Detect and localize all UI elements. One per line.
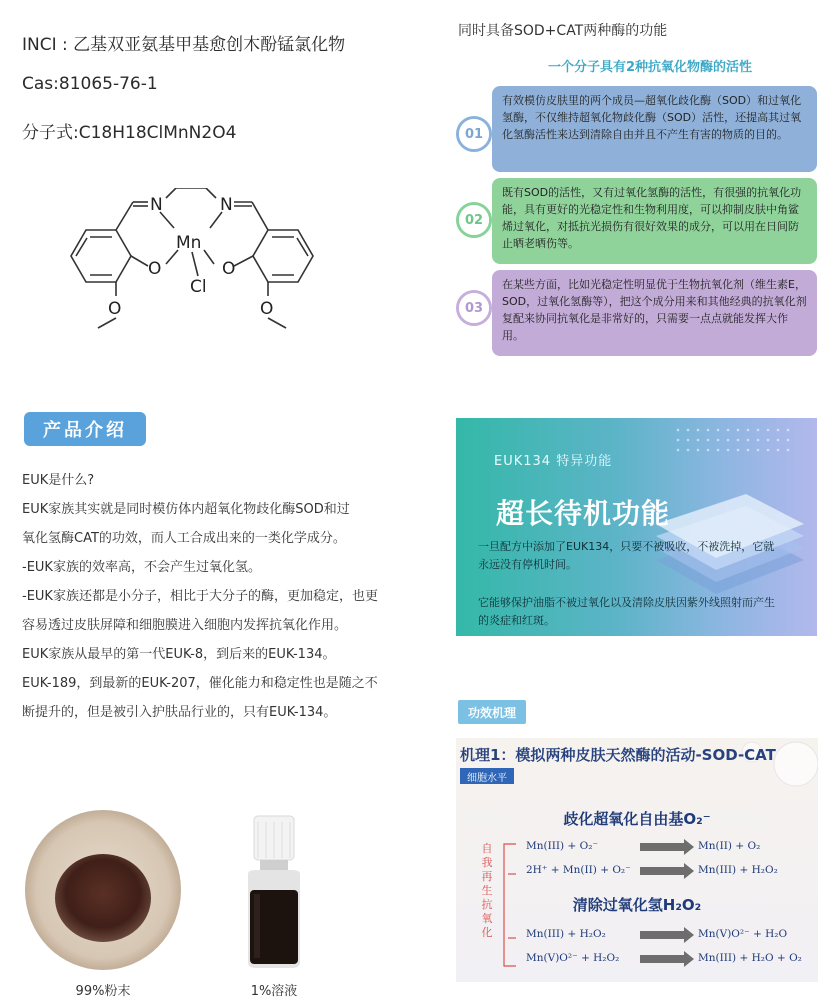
card-number: 01 [459,119,489,149]
mechanism-level-badge: 细胞水平 [460,768,514,784]
mechanism-tag: 功效机理 [458,700,526,724]
dot-pattern-decoration [672,424,812,464]
atom-o-left: O [148,259,162,279]
reaction-arrow [640,867,684,875]
atom-cl: Cl [190,277,207,297]
intro-line: EUK-189，到最新的EUK-207，催化能力和稳定性也是随之不 [22,676,378,691]
molecule-structure [38,188,358,338]
mechanism-heading-superoxide: 歧化超氧化自由基O₂⁻ [563,810,711,828]
intro-line: 氧化氢酶CAT的功效，而人工合成出来的一类化学成分。 [22,531,346,546]
intro-line: EUK家族从最早的第一代EUK-8，到后来的EUK-134。 [22,647,336,662]
solution-bottle-photo [226,812,322,970]
atom-o-methoxy-left: O [108,299,122,319]
euk134-banner [456,418,817,636]
inci-text: INCI : 乙基双亚氨基甲基愈创木酚锰氯化物 [22,35,346,55]
solution-label: 1%溶液 [250,984,298,999]
intro-line: 断提升的，但是被引入护肤品行业的，只有EUK-134。 [22,705,337,720]
equation-left: Mn(III) + H₂O₂ [526,928,606,940]
equation-left: Mn(V)O²⁻ + H₂O₂ [526,952,620,964]
card-number: 02 [459,205,489,235]
banner-tag: EUK134 特异功能 [494,454,613,469]
reaction-arrow [640,843,684,851]
molecular-formula: 分子式:C18H18ClMnN2O4 [22,123,237,143]
equation-right: Mn(V)O²⁻ + H₂O [698,928,788,940]
intro-line: 容易透过皮肤屏障和细胞膜进入细胞内发挥抗氧化作用。 [22,618,348,633]
intro-line: EUK是什么? [22,473,95,488]
intro-line: EUK家族其实就是同时模仿体内超氧化物歧化酶SOD和过 [22,502,350,517]
atom-mn: Mn [176,233,202,253]
card-number: 03 [459,293,489,323]
mechanism-heading-peroxide: 清除过氧化氢H₂O₂ [572,896,702,914]
intro-line: -EUK家族的效率高，不会产生过氧化氢。 [22,560,261,575]
equation-right: Mn(II) + O₂ [698,840,761,852]
enzyme-card-03: 在某些方面，比如光稳定性明显优于生物抗氧化剂（维生素E，SOD，过氧化氢酶等），把这个成分用来和其他经典的抗氧化剂复配来协同抗氧化是非常好的，只需要一点点就能发挥大作用。 [492,270,817,356]
reaction-arrow [640,955,684,963]
self-regeneration-label: 自我再生抗氧化 [481,842,493,939]
enzyme-card-02: 既有SOD的活性，又有过氧化氢酶的活性，有很强的抗氧化功能，具有更好的光稳定性和生物利用度，可以抑制皮肤中角鲨烯过氧化，对抵抗光损伤有很好效果的成分，可以用在日间防止晒老晒伤等。 [492,178,817,264]
equation-right: Mn(III) + H₂O + O₂ [698,952,802,964]
atom-o-methoxy-right: O [260,299,274,319]
banner-text-1: 一旦配方中添加了EUK134，只要不被吸收，不被洗掉，它就永远没有停机时间。 [478,540,775,571]
equation-left: 2H⁺ + Mn(II) + O₂⁻ [526,864,631,876]
enzyme-section-subtitle: 一个分子具有2种抗氧化物酶的活性 [547,60,753,75]
banner-title: 超长待机功能 [496,497,671,530]
equation-left: Mn(III) + O₂⁻ [526,840,598,852]
section-badge-product-intro: 产品介绍 [24,412,146,446]
intro-text [22,466,400,727]
cas-number: Cas:81065-76-1 [22,74,158,94]
powder-photo [24,808,182,973]
atom-o-right: O [222,259,236,279]
powder-label: 99%粉末 [75,984,131,999]
enzyme-card-01: 有效模仿皮肤里的两个成员—超氧化歧化酶（SOD）和过氧化氢酶，不仅维持超氧化物歧化酶（SOD）活性，还提高其过氧化氢酶活性来达到清除自由并且不产生有害的物质的目的。 [492,86,817,172]
enzyme-section-title: 同时具备SOD+CAT两种酶的功能 [458,23,668,39]
banner-text-2: 它能够保护油脂不被过氧化以及清除皮肤因紫外线照射而产生的炎症和红斑。 [478,596,775,627]
intro-line: -EUK家族还都是小分子，相比于大分子的酶，更加稳定，也更 [22,589,378,604]
reaction-arrow [640,931,684,939]
atom-n-left: N [150,195,163,215]
atom-n-right: N [220,195,233,215]
equation-right: Mn(III) + H₂O₂ [698,864,778,876]
mechanism-panel [456,738,818,982]
mechanism-title: 机理1：模拟两种皮肤天然酶的活动-SOD-CAT [460,746,776,764]
